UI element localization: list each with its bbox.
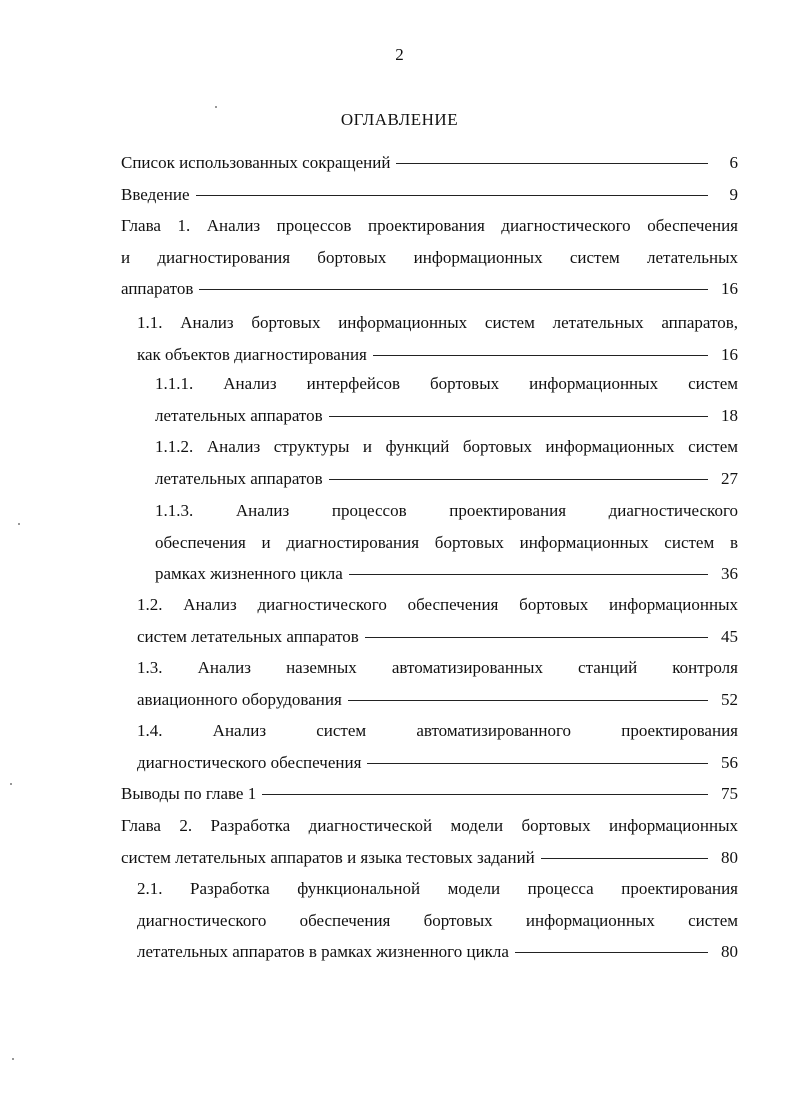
entry-text: и диагностирования бортовых информационных систем летательных xyxy=(121,247,738,267)
dot-leader xyxy=(349,574,708,575)
entry-page: 18 xyxy=(721,405,738,425)
dot-leader xyxy=(541,858,708,859)
entry-text: 1.1.1. Анализ интерфейсов бортовых информационных систем xyxy=(155,374,738,393)
entry-text: 1.2. Анализ диагностического обеспечения бортовых информационных xyxy=(137,595,738,614)
entry-page: 16 xyxy=(721,344,738,364)
scan-speck xyxy=(10,783,12,785)
dot-leader xyxy=(515,952,708,953)
dot-leader xyxy=(329,416,708,417)
entry-page: 45 xyxy=(721,626,738,646)
entry-text: Список использованных сокращений xyxy=(121,153,391,172)
entry-text: 1.4. Анализ систем автоматизированного проектирования xyxy=(137,721,738,740)
toc-entry-1-1-2[interactable] xyxy=(155,431,738,494)
toc-entry-chapter-2[interactable] xyxy=(121,810,738,873)
toc-entry-1-3[interactable] xyxy=(137,652,738,715)
dot-leader xyxy=(365,637,708,638)
entry-page: 36 xyxy=(721,564,738,583)
entry-text: 1.1. Анализ бортовых информационных систем летательных аппаратов, xyxy=(137,313,738,332)
scan-speck xyxy=(215,106,217,108)
entry-text: обеспечения и диагностирования бортовых информационных систем в xyxy=(155,532,738,552)
entry-text: летательных аппаратов xyxy=(155,468,323,488)
entry-page: 6 xyxy=(729,153,738,172)
toc-entry-1-4[interactable] xyxy=(137,715,738,778)
entry-text: систем летательных аппаратов и языка тестовых заданий xyxy=(121,847,535,867)
entry-text: диагностического обеспечения xyxy=(137,752,362,772)
entry-text: летательных аппаратов в рамках жизненного цикла xyxy=(137,942,509,961)
toc-entry-1-2[interactable] xyxy=(137,589,738,652)
scan-speck xyxy=(12,1058,14,1060)
entry-text: Глава 2. Разработка диагностической модели бортовых информационных xyxy=(121,816,738,835)
entry-page: 56 xyxy=(721,752,738,772)
toc-entry-1-1-1[interactable] xyxy=(155,368,738,431)
toc-entry-abbreviations[interactable] xyxy=(121,147,738,179)
entry-text: Введение xyxy=(121,185,190,204)
dot-leader xyxy=(373,355,708,356)
dot-leader xyxy=(396,163,708,164)
entry-page: 80 xyxy=(721,847,738,867)
dot-leader xyxy=(262,794,708,795)
entry-page: 27 xyxy=(721,468,738,488)
toc-entry-1-1-3[interactable] xyxy=(155,495,738,590)
dot-leader xyxy=(329,479,708,480)
entry-text: авиационного оборудования xyxy=(137,689,342,709)
entry-text: систем летательных аппаратов xyxy=(137,626,359,646)
toc-entry-introduction[interactable] xyxy=(121,179,738,211)
entry-text: летательных аппаратов xyxy=(155,405,323,425)
toc-entry-1-1[interactable] xyxy=(137,307,738,370)
dot-leader xyxy=(348,700,708,701)
entry-text: 2.1. Разработка функциональной модели процесса проектирования xyxy=(137,879,738,898)
entry-text: Глава 1. Анализ процессов проектирования диагностического обеспечения xyxy=(121,216,738,235)
toc-entry-conclusions-1[interactable] xyxy=(121,778,738,810)
entry-text: 1.1.2. Анализ структуры и функций бортовых информационных систем xyxy=(155,437,738,456)
entry-page: 16 xyxy=(721,279,738,298)
entry-text: диагностического обеспечения бортовых информационных систем xyxy=(137,910,738,930)
toc-entry-chapter-1[interactable] xyxy=(121,210,738,305)
entry-page: 52 xyxy=(721,689,738,709)
toc-entry-2-1[interactable] xyxy=(137,873,738,968)
entry-page: 75 xyxy=(721,784,738,803)
entry-text: 1.3. Анализ наземных автоматизированных станций контроля xyxy=(137,658,738,677)
entry-text: рамках жизненного цикла xyxy=(155,564,343,583)
dot-leader xyxy=(196,195,708,196)
dot-leader xyxy=(367,763,708,764)
entry-text: аппаратов xyxy=(121,279,194,298)
dot-leader xyxy=(199,289,708,290)
scan-speck xyxy=(18,523,20,525)
entry-page: 9 xyxy=(729,185,738,204)
toc-title: ОГЛАВЛЕНИЕ xyxy=(340,110,459,129)
entry-text: Выводы по главе 1 xyxy=(121,784,257,803)
entry-page: 80 xyxy=(721,942,738,961)
entry-text: как объектов диагностирования xyxy=(137,344,367,364)
entry-text: 1.1.3. Анализ процессов проектирования диагностического xyxy=(155,501,738,520)
page-number: 2 xyxy=(395,45,404,64)
